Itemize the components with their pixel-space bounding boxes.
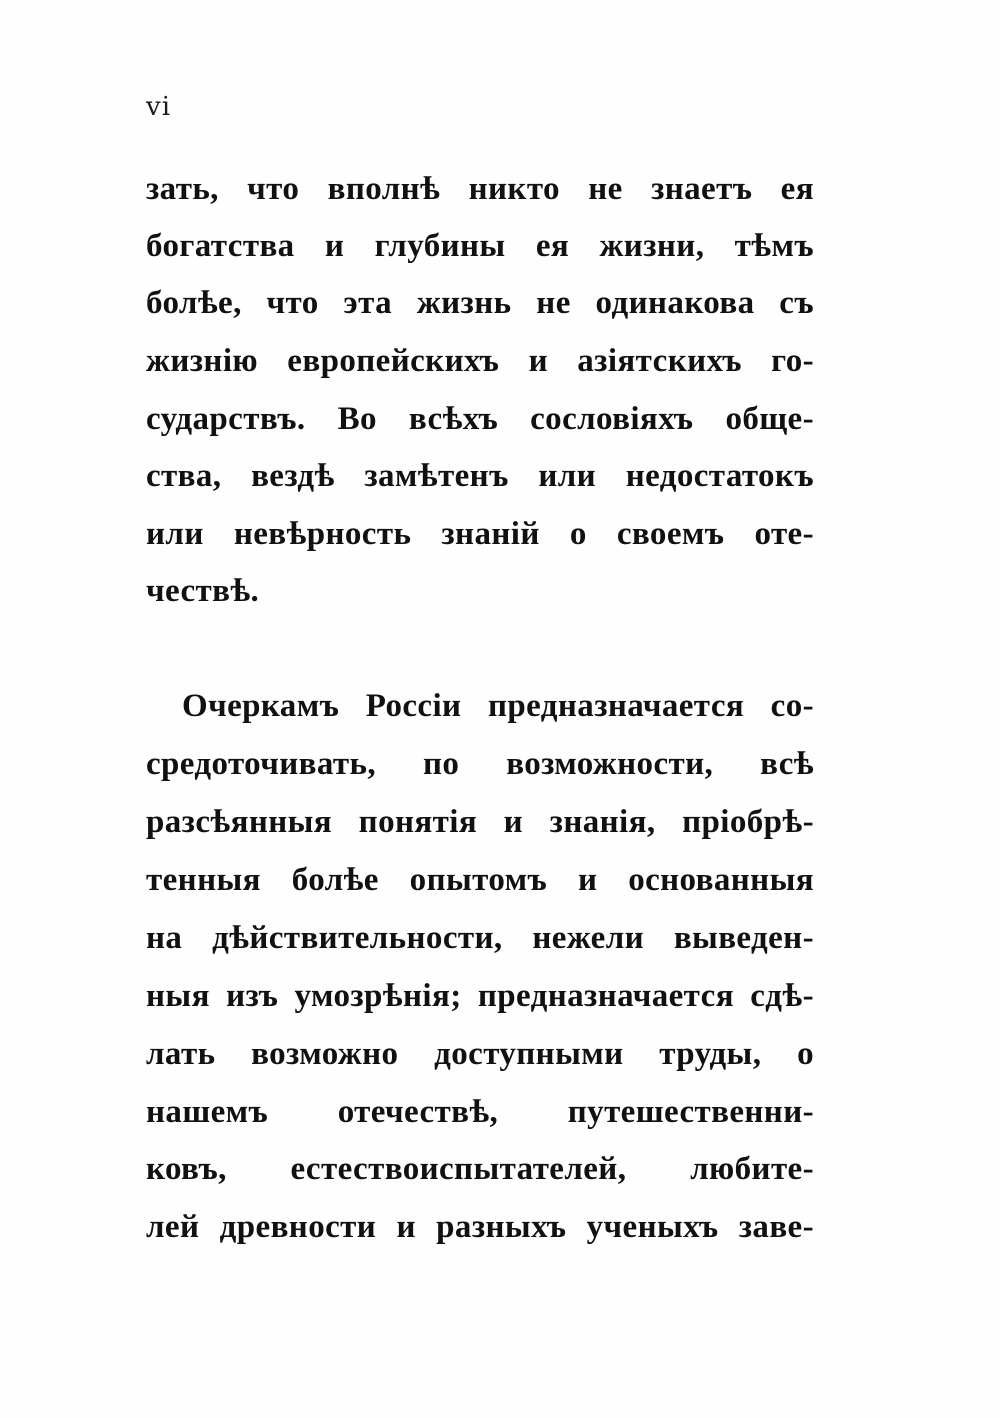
text-line: ства, вездѣ замѣтенъ или недостатокъ (146, 458, 814, 494)
text-line: на дѣйствительности, нежели выведен- (146, 920, 814, 956)
text-line: богатства и глубины ея жизни, тѣмъ (146, 228, 814, 264)
text-line: зать, что вполнѣ никто не знаетъ ея (146, 171, 814, 207)
text-line: ныя изъ умозрѣнія; предназначается сдѣ- (146, 978, 814, 1014)
text-line: разсѣянныя понятія и знанія, пріобрѣ- (146, 804, 814, 840)
text-line: или невѣрность знаній о своемъ оте- (146, 516, 814, 552)
text-line: жизнію европейскихъ и азіятскихъ го- (146, 343, 814, 379)
text-line: нашемъ отечествѣ, путешественни- (146, 1094, 814, 1130)
text-line: средоточивать, по возможности, всѣ (146, 746, 814, 782)
text-line: лать возможно доступными труды, о (146, 1036, 814, 1072)
text-line: Очеркамъ Россіи предназначается со- (182, 688, 814, 724)
text-line: тенныя болѣе опытомъ и основанныя (146, 862, 814, 898)
text-line: болѣе, что эта жизнь не одинакова съ (146, 285, 814, 321)
text-line: сударствъ. Во всѣхъ сословіяхъ обще- (146, 401, 814, 437)
page-number: vi (146, 92, 172, 122)
text-line: лей древности и разныхъ ученыхъ заве- (146, 1209, 814, 1245)
text-line: чествѣ. (146, 573, 260, 609)
text-line: ковъ, естествоиспытателей, любите- (146, 1151, 814, 1187)
